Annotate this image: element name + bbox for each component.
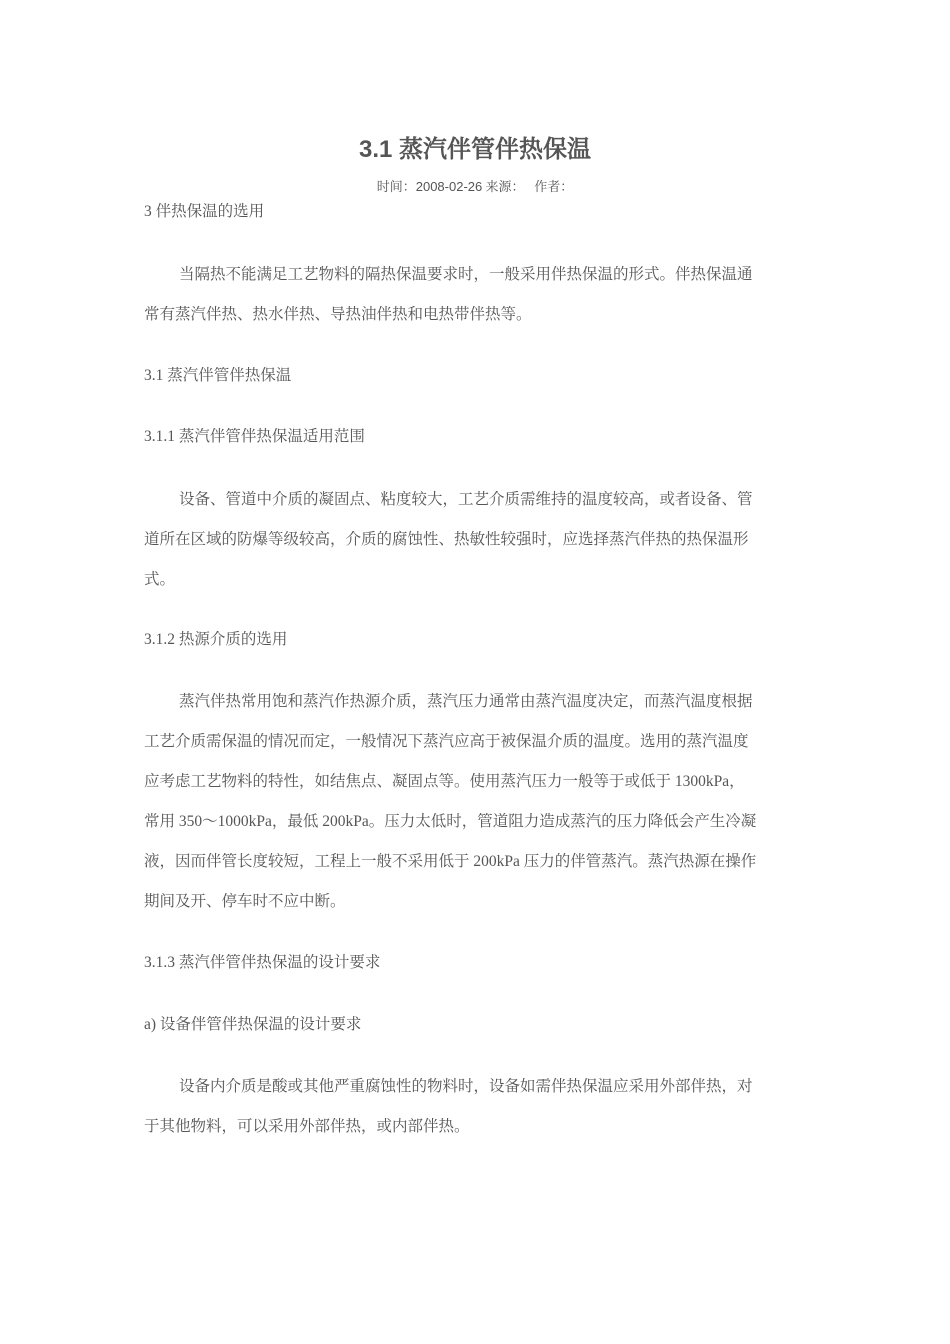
source-label: 来源： <box>482 179 525 194</box>
section-heading: 3 伴热保温的选用 <box>144 203 265 220</box>
paragraph-line: 常有蒸汽伴热、热水伴热、导热油伴热和电热带伴热等。 <box>144 306 532 323</box>
paragraph-line: 工艺介质需保温的情况而定，一般情况下蒸汽应高于被保温介质的温度。选用的蒸汽温度 <box>144 733 749 750</box>
paragraph-line: 设备、管道中介质的凝固点、粘度较大，工艺介质需维持的温度较高，或者设备、管 <box>179 491 753 508</box>
section-heading: 3.1.3 蒸汽伴管伴热保温的设计要求 <box>144 954 381 971</box>
paragraph-line: 当隔热不能满足工艺物料的隔热保温要求时，一般采用伴热保温的形式。伴热保温通 <box>179 266 753 283</box>
publish-date: 2008-02-26 <box>415 179 483 194</box>
section-heading: a) 设备伴管伴热保温的设计要求 <box>144 1016 362 1033</box>
paragraph-line: 式。 <box>144 571 176 588</box>
section-heading: 3.1.1 蒸汽伴管伴热保温适用范围 <box>144 428 365 445</box>
author-label: 作者： <box>524 179 574 194</box>
page-title: 3.1 蒸汽伴管伴热保温 <box>358 136 592 163</box>
section-heading: 3.1.2 热源介质的选用 <box>144 631 288 648</box>
paragraph-line: 期间及开、停车时不应中断。 <box>144 893 346 910</box>
paragraph-line: 道所在区域的防爆等级较高，介质的腐蚀性、热敏性较强时，应选择蒸汽伴热的热保温形 <box>144 531 749 548</box>
paragraph-line: 应考虑工艺物料的特性，如结焦点、凝固点等。使用蒸汽压力一般等于或低于 1300kPa， <box>144 773 745 790</box>
paragraph-line: 液，因而伴管长度较短，工程上一般不采用低于 200kPa 压力的伴管蒸汽。蒸汽热源在操作 <box>144 853 757 870</box>
paragraph-line: 蒸汽伴热常用饱和蒸汽作热源介质，蒸汽压力通常由蒸汽温度决定，而蒸汽温度根据 <box>179 693 753 710</box>
article-meta <box>0 177 950 197</box>
paragraph-line: 常用 350～1000kPa，最低 200kPa。压力太低时，管道阻力造成蒸汽的压力降低会产生冷凝 <box>144 813 757 830</box>
paragraph-line: 设备内介质是酸或其他严重腐蚀性的物料时，设备如需伴热保温应采用外部伴热，对 <box>179 1078 753 1095</box>
time-label: 时间： <box>376 179 416 194</box>
section-heading: 3.1 蒸汽伴管伴热保温 <box>144 367 292 384</box>
paragraph-line: 于其他物料，可以采用外部伴热，或内部伴热。 <box>144 1118 470 1135</box>
